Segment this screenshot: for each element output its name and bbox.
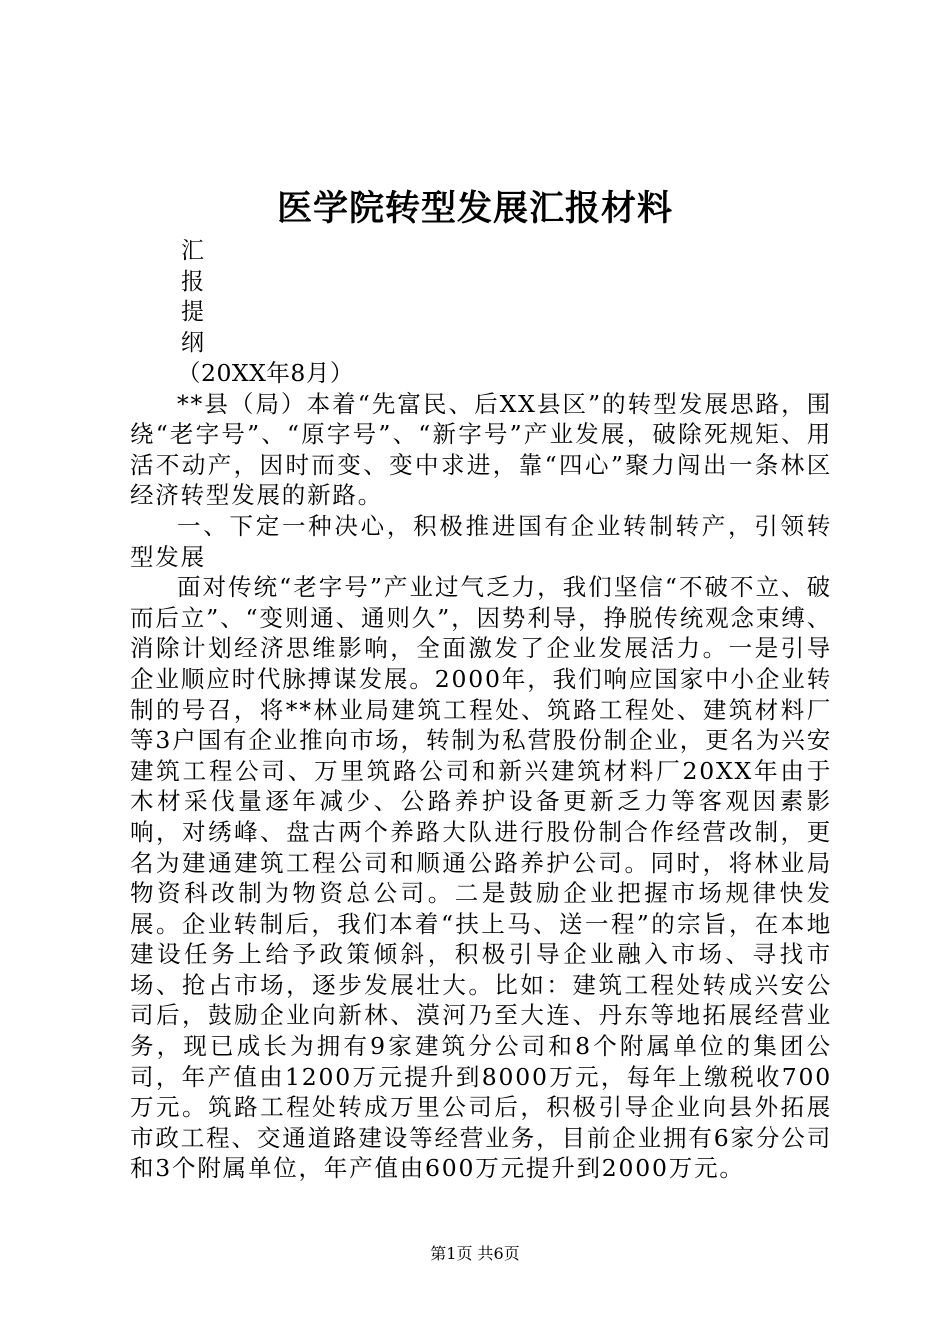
outline-char: 纲 (181, 329, 204, 356)
date-line: （20XX年8月） (177, 359, 354, 387)
outline-heading (181, 236, 221, 358)
page-footer: 第1页 共6页 (430, 1244, 520, 1263)
document-title: 医学院转型发展汇报材料 (276, 188, 673, 229)
outline-char: 汇 (181, 238, 204, 264)
document-body (130, 358, 832, 1184)
body-paragraph: 面对传统“老字号”产业过气乏力，我们坚信“不破不立、破而后立”、“变则通、通则久”，因势利导，挣脱传统观念束缚、消除计划经济思维影响，全面激发了企业发展活力。一是引导企业顺应时代脉搏谋发展。2000年，我们响应国家中小企业转制的号召，将**林业局建筑工程处、筑路工程处、建筑材料厂等3户国有企业推向市场，转制为私营股份制企业，更名为兴安建筑工程公司、万里筑路公司和新兴建筑材料厂20XX年由于木材采伐量逐年减少、公路养护设备更新乏力等客观因素影响，对绣峰、盘古两个养路大队进行股份制合作经营改制，更名为建通建筑工程公司和顺通公路养护公司。同时，将林业局物资科改制为物资总公司。二是鼓励企业把握市场规律快发展。企业转制后，我们本着“扶上马、送一程”的宗旨，在本地建设任务上给予政策倾斜，积极引导企业融入市场、寻找市场、抢占市场，逐步发展壮大。比如：建筑工程处转成兴安公司后，鼓励企业向新林、漠河乃至大连、丹东等地拓展经营业务，现已成长为拥有9家建筑分公司和8个附属单位的集团公司，年产值由1200万元提升到8000万元，每年上缴税收700万元。筑路工程处转成万里公司后，积极引导企业向县外拓展市政工程、交通道路建设等经营业务，目前企业拥有6家分公司和3个附属单位，年产值由600万元提升到2000万元。 (130, 573, 832, 1183)
outline-char: 提 (181, 299, 204, 325)
intro-paragraph: **县（局）本着“先富民、后XX县区”的转型发展思路，围绕“老字号”、“原字号”、“新字号”产业发展，破除死规矩、用活不动产，因时而变、变中求进，靠“四心”聚力闯出一条林区经济转型发展的新路。 (130, 389, 832, 510)
outline-char: 报 (181, 268, 204, 295)
section-heading: 一、下定一种决心，积极推进国有企业转制转产，引领转型发展 (130, 511, 832, 571)
